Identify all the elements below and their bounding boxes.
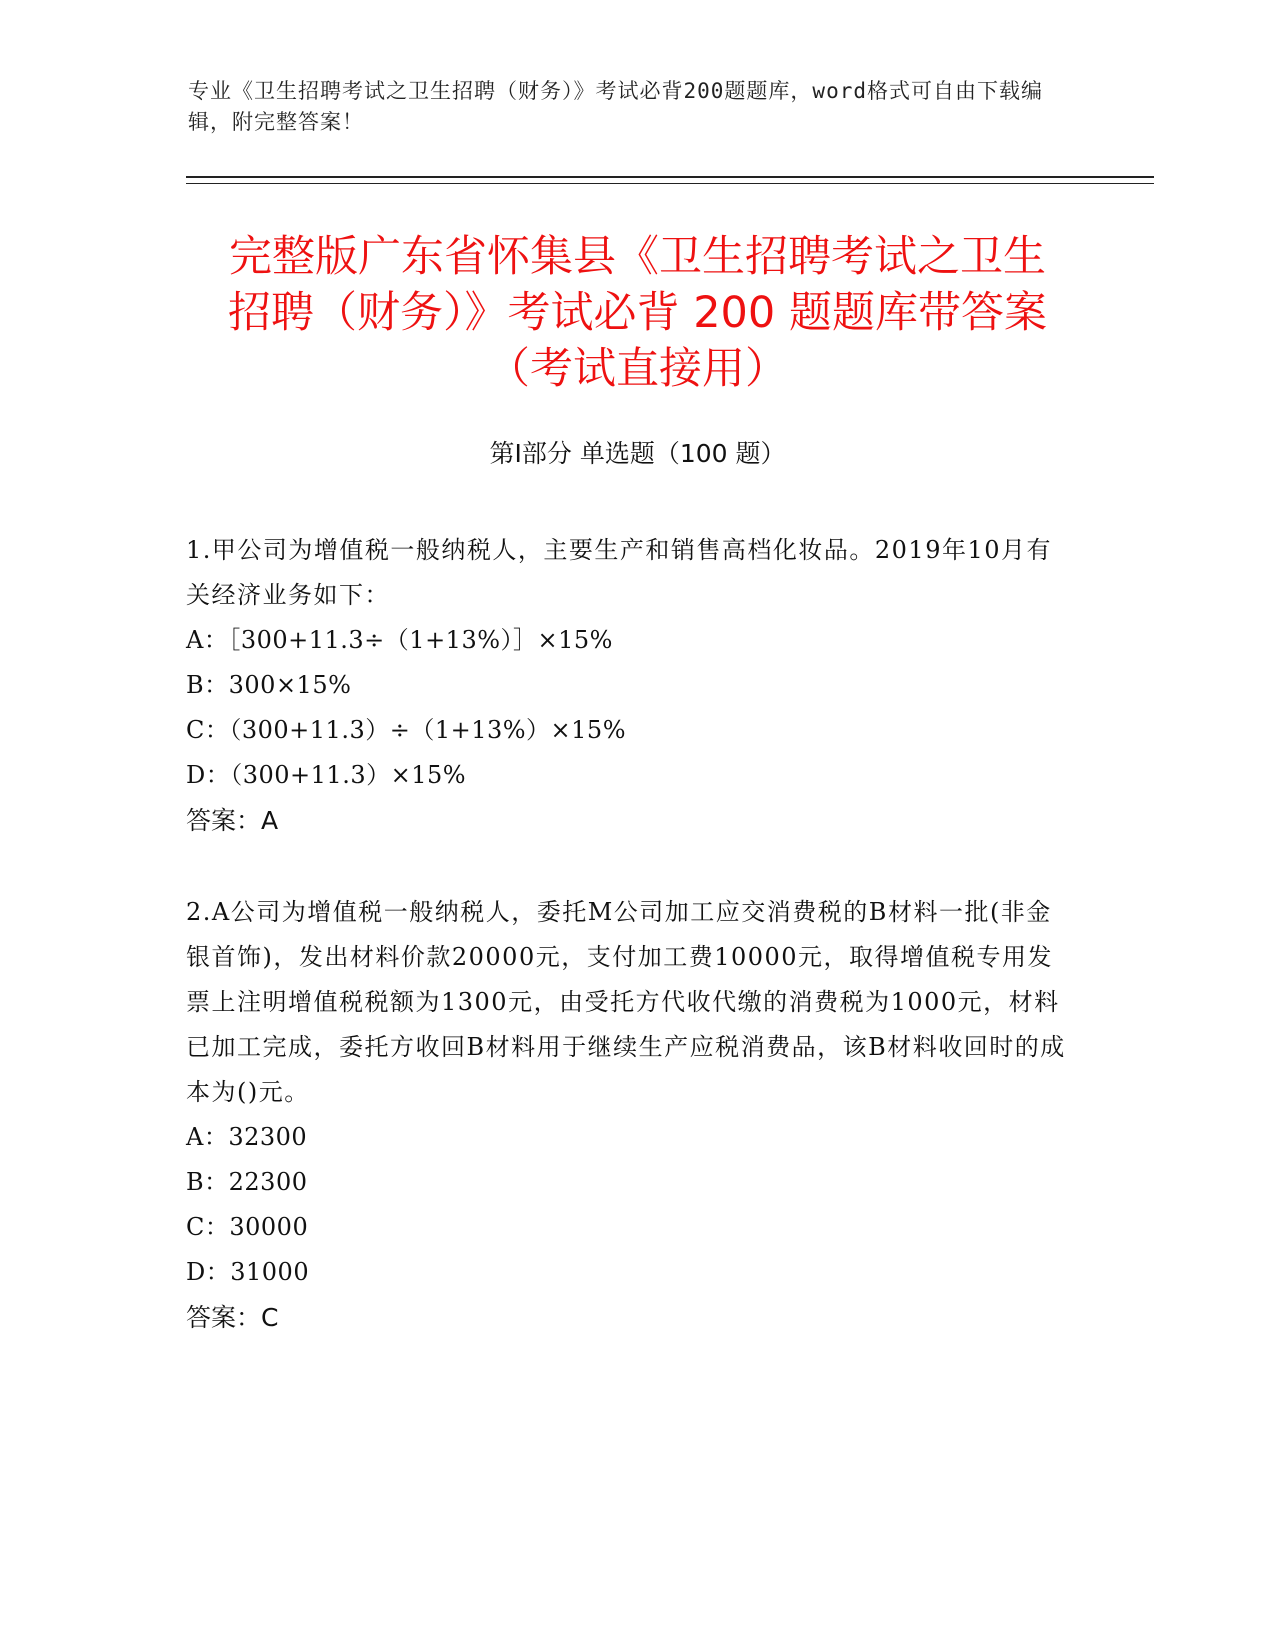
title-line-3: （考试直接用） [487,344,788,394]
option-b: B：22300 [186,1168,308,1196]
header-divider-thin [186,183,1154,184]
option-c: C：30000 [186,1213,309,1241]
option-d: D：（300+11.3）×15% [186,761,467,789]
option-a: A：［300+11.3÷（1+13%）］×15% [186,626,613,654]
option-a: A：32300 [186,1123,308,1151]
question-1 [186,528,1076,843]
section-title: 第Ⅰ部分 单选题（100 题） [489,439,786,468]
question-2 [186,890,1076,1340]
header-divider-thick [186,176,1154,178]
answer: 答案：C [186,1303,279,1332]
header-note: 专业《卫生招聘考试之卫生招聘（财务）》考试必背200题题库，word格式可自由下载编辑，附完整答案！ [188,79,1043,134]
answer: 答案：A [186,806,279,835]
title-line-2: 招聘（财务）》考试必背 200 题题库带答案 [228,288,1047,338]
option-b: B：300×15% [186,671,352,699]
option-c: C：（300+11.3）÷（1+13%）×15% [186,716,627,744]
option-d: D：31000 [186,1258,310,1286]
question-stem: 2.A公司为增值税一般纳税人，委托M公司加工应交消费税的B材料一批(非金银首饰)，发出材料价款20000元，支付加工费10000元，取得增值税专用发票上注明增值税税额为1300元，由受托方代收代缴的消费税为1000元，材料已加工完成，委托方收回B材料用于继续生产应税消费品，该B材料收回时的成本为()元。 [186,898,1066,1106]
question-stem: 1.甲公司为增值税一般纳税人，主要生产和销售高档化妆品。2019年10月有关经济业务如下： [186,536,1053,609]
document-title [150,229,1125,397]
title-line-1: 完整版广东省怀集县《卫生招聘考试之卫生 [229,232,1046,282]
